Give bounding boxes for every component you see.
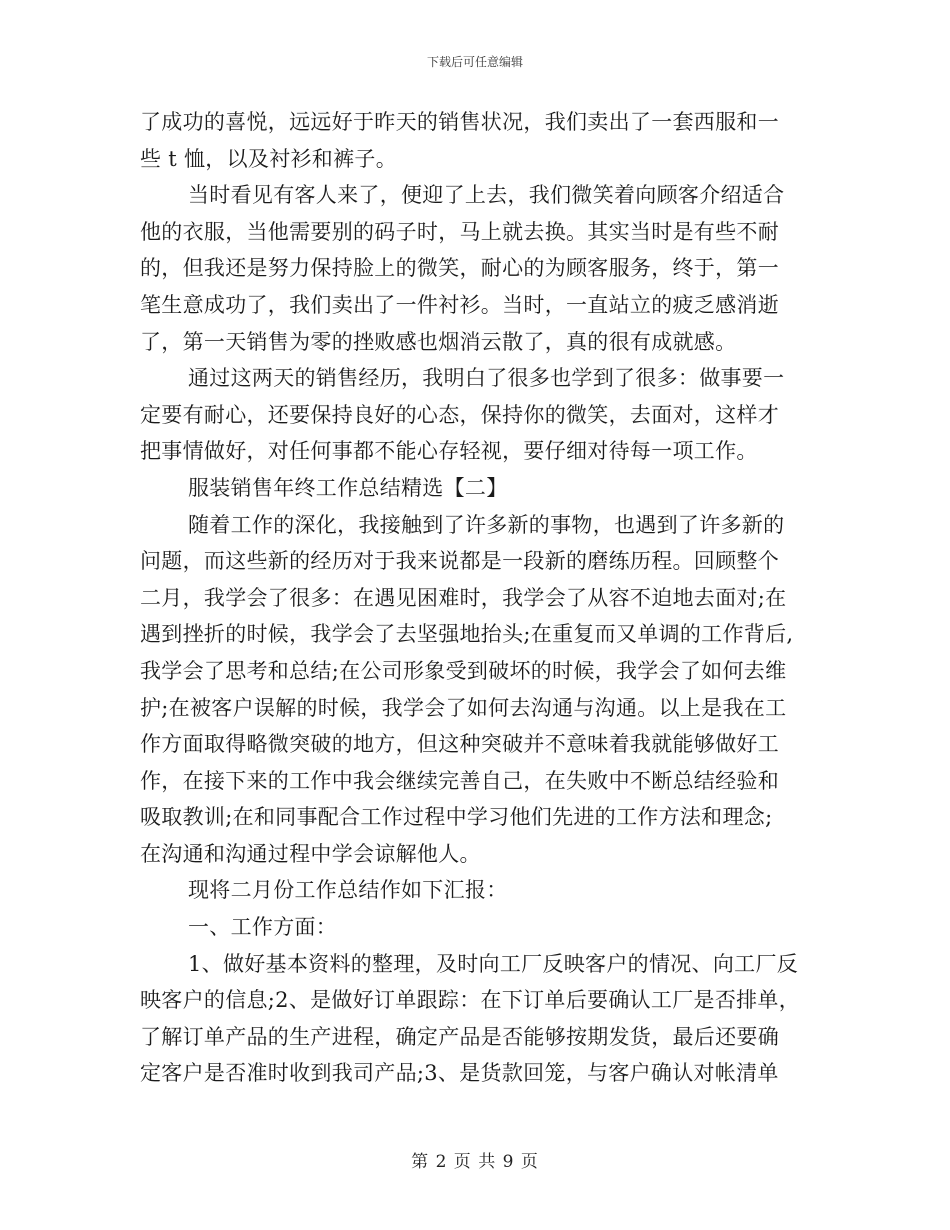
text-line: 了解订单产品的生产进程，确定产品是否能够按期发货，最后还要确 — [140, 1024, 779, 1049]
text-line: 笔生意成功了，我们卖出了一件衬衫。当时，一直站立的疲乏感消逝 — [140, 292, 779, 317]
text-line: 了成功的喜悦，远远好于昨天的销售状况，我们卖出了一套西服和一 — [140, 110, 779, 134]
text-line: 作，在接下来的工作中我会继续完善自己，在失败中不断总结经验和 — [140, 768, 779, 793]
document-body — [140, 104, 812, 1092]
text-line: 1、做好基本资料的整理，及时向工厂反映客户的情况、向工厂反 — [188, 951, 799, 976]
text-line: 了，第一天销售为零的挫败感也烟消云散了，真的很有成就感。 — [140, 329, 737, 354]
text-line: 吸取教训;在和同事配合工作过程中学习他们先进的工作方法和理念; — [140, 805, 773, 830]
text-line: 定客户是否准时收到我司产品;3、是货款回笼，与客户确认对帐清单 — [140, 1061, 779, 1086]
text-line: 一、工作方面： — [188, 915, 338, 940]
text-line: 我学会了思考和总结;在公司形象受到破坏的时候，我学会了如何去维 — [140, 658, 787, 683]
text-line: 服装销售年终工作总结精选【二】 — [188, 475, 508, 500]
text-line: 二月，我学会了很多：在遇见困难时，我学会了从容不迫地去面对;在 — [140, 585, 787, 610]
text-line: 随着工作的深化，我接触到了许多新的事物，也遇到了许多新的 — [188, 512, 785, 537]
text-line: 些 t 恤，以及衬衫和裤子。 — [140, 146, 397, 171]
text-line: 护;在被客户误解的时候，我学会了如何去沟通与沟通。以上是我在工 — [140, 695, 787, 720]
text-line: 在沟通和沟通过程中学会谅解他人。 — [140, 841, 481, 866]
text-line: 遇到挫折的时候，我学会了去坚强地抬头;在重复而又单调的工作背后, — [140, 622, 794, 647]
page-header: 下载后可任意编辑 — [426, 55, 523, 69]
text-line: 把事情做好，对任何事都不能心存轻视，要仔细对待每一项工作。 — [140, 439, 758, 464]
page-footer: 第 2 页 共 9 页 — [411, 1152, 539, 1172]
text-line: 的，但我还是努力保持脸上的微笑，耐心的为顾客服务，终于，第一 — [140, 256, 779, 281]
text-line: 作方面取得略微突破的地方，但这种突破并不意味着我就能够做好工 — [140, 732, 779, 757]
text-line: 现将二月份工作总结作如下汇报： — [188, 878, 508, 903]
text-line: 当时看见有客人来了，便迎了上去，我们微笑着向顾客介绍适合 — [188, 183, 785, 208]
text-line: 通过这两天的销售经历，我明白了很多也学到了很多：做事要一 — [188, 366, 785, 391]
text-line: 他的衣服，当他需要别的码子时，马上就去换。其实当时是有些不耐 — [140, 219, 779, 244]
text-line: 问题，而这些新的经历对于我来说都是一段新的磨练历程。回顾整个 — [140, 549, 779, 574]
text-line: 定要有耐心，还要保持良好的心态，保持你的微笑，去面对，这样才 — [140, 402, 779, 427]
text-line: 映客户的信息;2、是做好订单跟踪：在下订单后要确认工厂是否排单， — [140, 988, 801, 1013]
